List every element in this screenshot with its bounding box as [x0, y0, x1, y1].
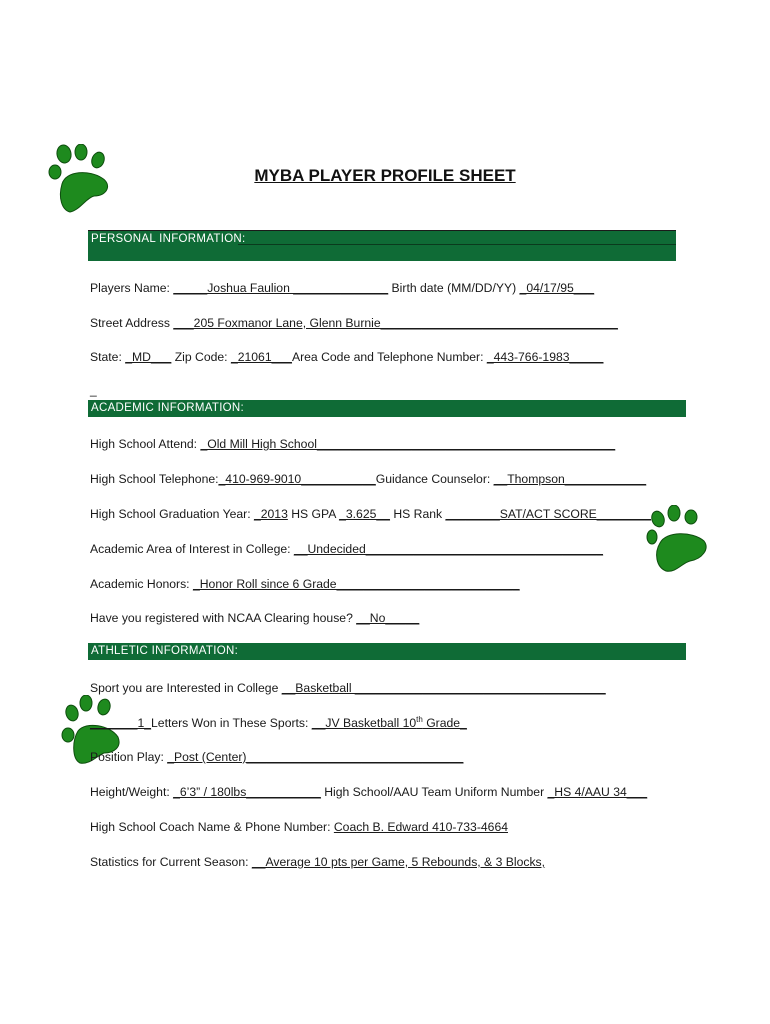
sport-value: __Basketball _____________________________________ — [281, 681, 606, 695]
rank-sat-value: ________SAT/ACT SCORE________ — [445, 507, 652, 521]
area-of-interest-row: Academic Area of Interest in College: __Undecided___________________________________ — [90, 542, 603, 556]
divider — [238, 244, 676, 245]
letters-count-value: _______1_ — [90, 716, 152, 731]
section-header-personal — [88, 230, 676, 261]
ncaa-value: __No_____ — [356, 611, 420, 625]
hs-phone-value: _410-969-9010___________ — [218, 472, 376, 486]
players-name-row: Players Name: _____Joshua Faulion ______________ Birth date (MM/DD/YY) _04/17/95___ — [90, 281, 595, 295]
position-value: _Post (Center)________________________________ — [167, 750, 464, 764]
zip-value: _21061___ — [230, 350, 292, 364]
height-weight-value: _6’3” / 180lbs___________ — [173, 785, 321, 799]
section-label: ATHLETIC INFORMATION: — [91, 645, 239, 657]
academic-honors-row: Academic Honors: _Honor Roll since 6 Grade___________________________ — [90, 577, 520, 591]
graduation-year-value: _2013 — [253, 507, 288, 521]
phone-value: _443-766-1983_____ — [486, 350, 604, 364]
high-school-attend-row: High School Attend: _Old Mill High School____________________________________________ — [90, 437, 616, 451]
page-title: MYBA PLAYER PROFILE SHEET — [254, 166, 516, 185]
state-zip-phone-row: State: _MD___ Zip Code: _21061___Area Code and Telephone Number: _443-766-1983_____ — [90, 350, 604, 364]
ncaa-row: Have you registered with NCAA Clearing house? __No_____ — [90, 611, 420, 625]
hs-phone-counselor-row: High School Telephone:_410-969-9010___________Guidance Counselor: __Thompson____________ — [90, 472, 647, 486]
sport-interest-row: Sport you are Interested in College __Basketball _____________________________________ — [90, 681, 606, 695]
street-address-value: ___205 Foxmanor Lane, Glenn Burnie___________________________________ — [173, 316, 618, 330]
paw-print-icon — [644, 505, 710, 575]
uniform-number-value: _HS 4/AAU 34___ — [547, 785, 648, 799]
coach-row: High School Coach Name & Phone Number: Coach B. Edward 410-733-4664 — [90, 820, 508, 834]
statistics-row: Statistics for Current Season: __Average 10 pts per Game, 5 Rebounds, & 3 Blocks, — [90, 855, 546, 869]
state-value: _MD___ — [125, 350, 172, 364]
letters-won-row: _______1_Letters Won in These Sports: __JV Basketball 10th Grade_ — [90, 715, 467, 731]
street-address-row: Street Address ___205 Foxmanor Lane, Glenn Burnie___________________________________ — [90, 316, 618, 330]
birth-date-value: _04/17/95___ — [519, 281, 595, 295]
area-of-interest-value: __Undecided___________________________________ — [293, 542, 603, 556]
position-play-row: Position Play: _Post (Center)________________________________ — [90, 750, 464, 764]
section-label: ACADEMIC INFORMATION: — [91, 402, 245, 414]
gpa-value: _3.625__ — [339, 507, 390, 521]
counselor-value: __Thompson____________ — [493, 472, 647, 486]
letters-sport-value: __JV Basketball 10th Grade_ — [311, 715, 467, 731]
height-weight-row: Height/Weight: _6’3” / 180lbs___________ High School/AAU Team Uniform Number _HS 4/AAU 34___ — [90, 785, 648, 799]
section-header-academic — [88, 400, 686, 417]
statistics-value: __Average 10 pts per Game, 5 Rebounds, & 3 Blocks, — [251, 855, 546, 869]
academic-honors-value: _Honor Roll since 6 Grade___________________________ — [192, 577, 520, 591]
high-school-value: _Old Mill High School____________________________________________ — [200, 437, 616, 451]
stray-underscore: _ — [90, 383, 97, 397]
section-label: PERSONAL INFORMATION: — [91, 233, 246, 245]
section-header-athletic — [88, 643, 686, 660]
players-name-value: _____Joshua Faulion ______________ — [173, 281, 389, 295]
graduation-gpa-row: High School Graduation Year: _2013 HS GPA _3.625__ HS Rank ________SAT/ACT SCORE________ — [90, 507, 652, 521]
coach-value: Coach B. Edward 410-733-4664 — [333, 820, 508, 834]
